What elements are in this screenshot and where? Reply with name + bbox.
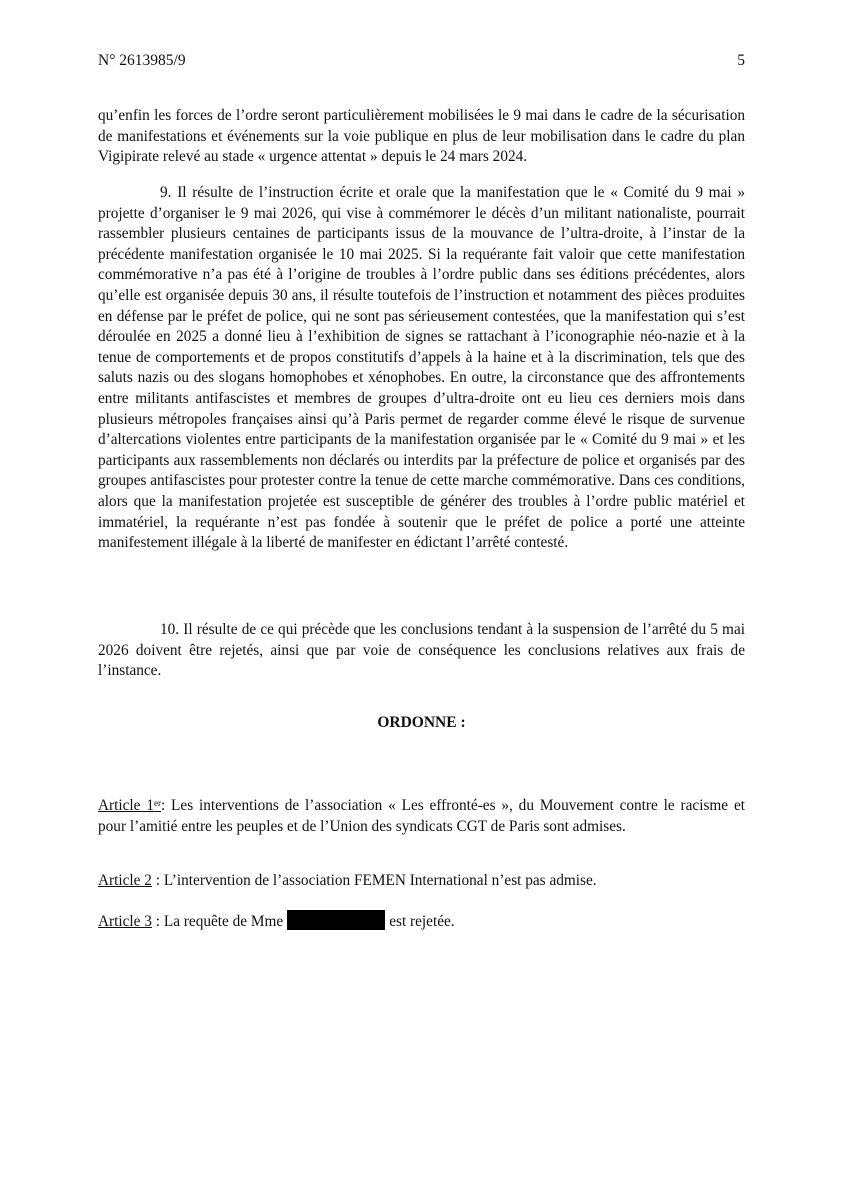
article-2-text: : L’intervention de l’association FEMEN International n’est pas admise. [151, 872, 597, 889]
page-header [98, 52, 745, 74]
article-1-label-text: Article 1 [98, 797, 154, 814]
article-3-text-after: est rejetée. [389, 913, 455, 930]
article-3-text-before: : La requête de Mme [151, 913, 284, 930]
paragraph-continuation: qu’enfin les forces de l’ordre seront particulièrement mobilisées le 9 mai dans le cadre de la sécurisation de manifestations et événements sur la voie publique en plus de leur mobilisation dans le cadre du plan Vigipirate relevé au stade « urgence attentat » depuis le 24 mars 2024. [98, 107, 745, 166]
article-1-text: : Les interventions de l’association « Les effronté-es », du Mouvement contre le racisme et pour l’amitié entre les peuples et de l’Union des syndicats CGT de Paris sont admises. [98, 797, 745, 835]
article-2 [98, 871, 745, 892]
article-3-label: Article 3 [98, 913, 152, 930]
ordonne-heading: ORDONNE : [377, 714, 466, 731]
page-number: 5 [737, 52, 745, 69]
article-3 [98, 910, 745, 933]
article-1 [98, 793, 745, 837]
paragraph-9: 9. Il résulte de l’instruction écrite et orale que la manifestation que le « Comité du 9 mai » projette d’organiser le 9 mai 2026, qui vise à commémorer le décès d’un militant nationaliste, pourrait rassembler plusieurs centaines de participants issus de la mouvance de l’ultra-droite, à l’instar de la précédente manifestation organisée le 10 mai 2025. Si la requérante fait valoir que cette manifestation commémorative n’a pas été à l’origine de troubles à l’ordre public dans ses éditions précédentes, alors qu’elle est organisée depuis 30 ans, il résulte toutefois de l’instruction et notamment des pièces produites en défense par le préfet de police, qui ne sont pas sérieusement contestées, que la manifestation qui s’est déroulée en 2025 a donné lieu à l’exhibition de signes se rattachant à l’iconographie néo-nazie et à la tenue de comportements et de propos constitutifs d’appels à la haine et à la discrimination, tels que des saluts nazis ou des slogans homophobes et xénophobes. En outre, la circonstance que des affrontements entre militants antifascistes et membres de groupes d’ultra-droite ont eu lieu ces derniers mois dans plusieurs métropoles françaises ainsi qu’à Paris permet de regarder comme élevé le risque de survenue d’altercations violentes entre participants de la manifestation organisée par le « Comité du 9 mai » et les participants aux rassemblements non déclarés ou interdits par la préfecture de police et organisés par des groupes antifascistes pour protester contre la tenue de cette marche commémorative. Dans ces conditions, alors que la manifestation projetée est susceptible de générer des troubles à l’ordre public matériel et immatériel, la requérante n’est pas fondée à soutenir que le préfet de police a porté une atteinte manifestement illégale à la liberté de manifester en édictant l’arrêté contesté. [98, 184, 745, 552]
redaction-block [287, 910, 385, 930]
paragraph-10: 10. Il résulte de ce qui précède que les conclusions tendant à la suspension de l’arrêté du 5 mai 2026 doivent être rejetés, ainsi que par voie de conséquence les conclusions relatives aux frais de l’instance. [98, 621, 745, 680]
article-1-label [98, 797, 161, 814]
document-number: N° 2613985/9 [98, 52, 186, 69]
article-2-label: Article 2 [98, 872, 152, 889]
article-1-label-sup: er [153, 798, 161, 808]
